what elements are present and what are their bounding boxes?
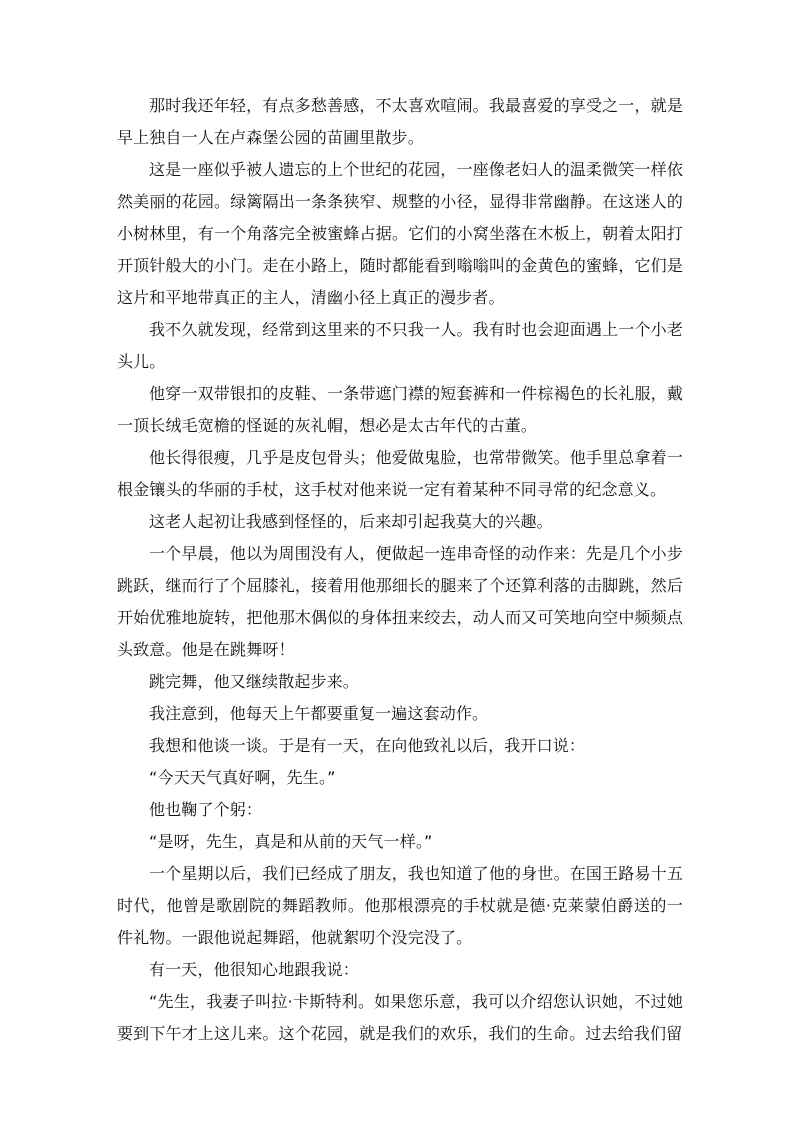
paragraph-3: 我不久就发现，经常到这里来的不只我一人。我有时也会迎面遇上一个小老头儿。	[117, 320, 683, 371]
paragraph-11: “今天天气真好啊，先生。”	[149, 768, 336, 787]
paragraph-9: 我注意到，他每天上午都要重复一遍这套动作。	[149, 704, 489, 723]
paragraph-7: 一个早晨，他以为周围没有人，便做起一连串奇怪的动作来：先是几个小步跳跃，继而行了个屈膝礼，接着用他那细长的腿来了个还算利落的击脚跳，然后开始优雅地旋转，把他那木偶似的身体扭来绞去，动人而又可笑地向空中频频点头致意。他是在跳舞呀！	[117, 544, 683, 659]
paragraph-16: “先生，我妻子叫拉·卡斯特利。如果您乐意，我可以介绍您认识她，不过她要到下午才上这儿来。这个花园，就是我们的欢乐，我们的生命。过去给我们留	[117, 992, 683, 1043]
paragraph-8: 跳完舞，他又继续散起步来。	[149, 672, 359, 691]
paragraph-15: 有一天，他很知心地跟我说：	[149, 960, 359, 979]
story-text	[117, 90, 683, 1050]
paragraph-4: 他穿一双带银扣的皮鞋、一条带遮门襟的短套裤和一件棕褐色的长礼服，戴一顶长绒毛宽檐的怪诞的灰礼帽，想必是太古年代的古董。	[117, 384, 683, 435]
paragraph-10: 我想和他谈一谈。于是有一天，在向他致礼以后，我开口说：	[149, 736, 586, 755]
paragraph-2: 这是一座似乎被人遗忘的上个世纪的花园，一座像老妇人的温柔微笑一样依然美丽的花园。绿篱隔出一条条狭窄、规整的小径，显得非常幽静。在这迷人的小树林里，有一个角落完全被蜜蜂占据。它们的小窝坐落在木板上，朝着太阳打开顶针般大的小门。走在小路上，随时都能看到嗡嗡叫的金黄色的蜜蜂，它们是这片和平地带真正的主人，清幽小径上真正的漫步者。	[117, 160, 683, 307]
paragraph-5: 他长得很瘦，几乎是皮包骨头；他爱做鬼脸，也常带微笑。他手里总拿着一根金镶头的华丽的手杖，这手杖对他来说一定有着某种不同寻常的纪念意义。	[117, 448, 683, 499]
paragraph-1: 那时我还年轻，有点多愁善感，不太喜欢喧闹。我最喜爱的享受之一，就是早上独自一人在卢森堡公园的苗圃里散步。	[117, 96, 683, 147]
paragraph-12: 他也鞠了个躬：	[149, 800, 263, 819]
paragraph-6: 这老人起初让我感到怪怪的，后来却引起我莫大的兴趣。	[149, 512, 553, 531]
paragraph-13: “是呀，先生，真是和从前的天气一样。”	[149, 832, 433, 851]
paragraph-14: 一个星期以后，我们已经成了朋友，我也知道了他的身世。在国王路易十五时代，他曾是歌剧院的舞蹈教师。他那根漂亮的手杖就是德·克莱蒙伯爵送的一件礼物。一跟他说起舞蹈，他就絮叨个没完没了。	[117, 864, 683, 947]
